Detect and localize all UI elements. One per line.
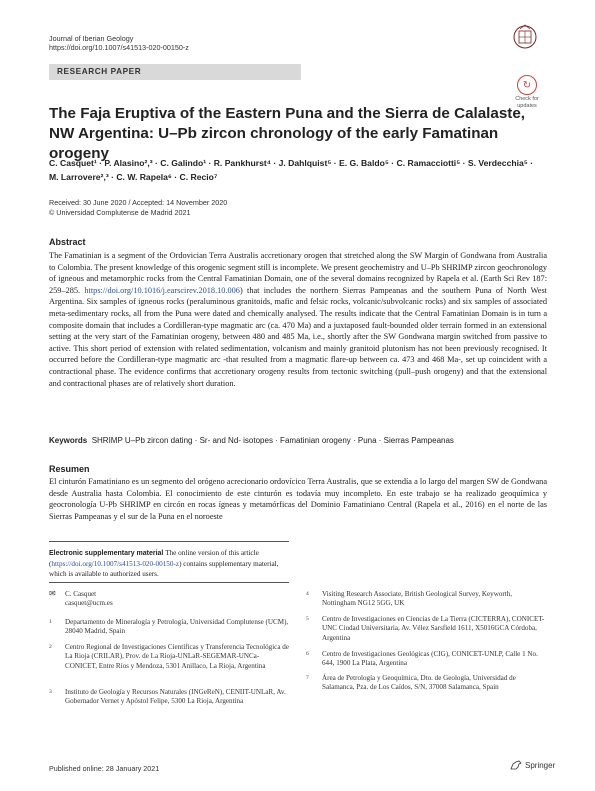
correspondence-email[interactable]: casquet@ucm.es bbox=[65, 599, 113, 608]
affiliation-number: 1 bbox=[49, 619, 52, 625]
abstract-text-1: The Famatinian is a segment of the Ordovician Terra Australis accretionary orogen that stretched along the SW Margin of Gondwana from Australia to Colombia. The present knowledge of this orogenic segment still is incomplete. We present geochemistry and U–Pb SHRIMP zircon geochronology of igneous and metamorphic rocks from the Central Famatinian Domain, one of the several domains recognized by Rapela et al. (Earth Sci Rev 187: 259–285. bbox=[49, 251, 547, 295]
update-check-icon: ↻ bbox=[517, 75, 537, 95]
affiliation-text: Visiting Research Associate, British Geological Survey, Keyworth, Nottingham NG12 5GG, UK bbox=[322, 590, 513, 608]
springer-horse-icon bbox=[510, 760, 522, 770]
affiliation-number: 5 bbox=[306, 616, 309, 622]
affiliation-number: 6 bbox=[306, 651, 309, 657]
affiliation-number: 2 bbox=[49, 644, 52, 650]
esm-bottom-divider bbox=[49, 582, 289, 583]
keywords-label: Keywords bbox=[49, 436, 88, 445]
author-line-1[interactable] bbox=[49, 156, 549, 170]
article-title: The Faja Eruptiva of the Eastern Puna and the Sierra de Calalaste, NW Argentina: U–Pb zircon chronology of the early Famatinan orogeny bbox=[49, 105, 526, 162]
esm-note bbox=[49, 548, 289, 579]
esm-text-2: ) contains supplementary material, which is available to authorized users. bbox=[49, 560, 279, 578]
affiliation-number: 3 bbox=[49, 689, 52, 695]
publisher-name: Springer bbox=[525, 760, 556, 770]
journal-doi[interactable]: https://doi.org/10.1007/s41513-020-00150-z bbox=[49, 43, 189, 52]
affiliation-2 bbox=[49, 643, 289, 683]
affiliation-4 bbox=[306, 590, 546, 610]
affiliation-number: 4 bbox=[306, 591, 309, 597]
section-label: RESEARCH PAPER bbox=[57, 67, 142, 76]
affiliation-1 bbox=[49, 618, 289, 638]
affiliation-text: Área de Petrología y Geoquímica, Dto. de Geología, Universidad de Salamanca, Pza. de Los Caídos, S/N, 37008 Salamanca, Spain bbox=[322, 674, 516, 692]
affiliation-3 bbox=[49, 688, 289, 718]
mail-icon: ✉ bbox=[49, 589, 56, 598]
author-list bbox=[49, 156, 549, 184]
updates-label: updates bbox=[517, 103, 537, 109]
journal-name: Journal of Iberian Geology bbox=[49, 34, 134, 43]
abstract-text-2: ) that includes the northern Sierras Pampeanas and the southern Puna of North West Argentina. Six samples of igneous rocks (peraluminous granitoids, mafic and felsic rocks, volcanic/subvolcanic rocks) and six samples of associated meta-sedimentary rocks, all from the Puna were dated and chemically analysed. The results indicate that the Central Famatinian Domain is in turn a composite domain that includes a Cordilleran-type magmatic arc (ca. 470 Ma) and a juxtaposed fault-bounded older terrain formed in an extensional setting at the very start of the Famatinian orogeny, between 480 and 485 Ma, i.e., shortly after the SW Gondwana margin switched from passive to active. This short period of extension with related sedimentation, volcanism and mainly granitoid plutonism has not been previously recognised. It occurred before the Cordilleran-type magmatic arc -that resulted from a magmatic flare-up between ca. 473 and 468 Ma-, set up coincident with a contractional phase. The evidence confirms that accretionary orogeny results from tectonic switching (pull–push orogeny) and that the extensional and contractional phases are of relatively short duration. bbox=[49, 285, 547, 388]
affiliation-5 bbox=[306, 615, 546, 645]
keywords-line bbox=[49, 435, 547, 446]
keywords-text: SHRIMP U–Pb zircon dating · Sr- and Nd- isotopes · Famatinian orogeny · Puna · Sierras Pampeanas bbox=[91, 436, 454, 445]
author-line-1-text: C. Casquet¹ · P. Alasino²,³ · C. Galindo¹ · R. Pankhurst⁴ · J. Dahlquist⁵ · E. G. Baldo⁵ · C. Ramacciotti⁵ · S. Verdecchia⁵ · bbox=[49, 158, 534, 168]
esm-text-1: The online version of this article ( bbox=[49, 549, 259, 568]
abstract-doi-link[interactable]: https://doi.org/10.1016/j.earscirev.2018.10.006 bbox=[84, 285, 240, 295]
affiliation-text: Centro de Investigaciones Geológicas (CIG), CONICET-UNLP, Calle 1 No. 644, 1900 La Plata, Argentina bbox=[322, 650, 538, 668]
affiliation-6 bbox=[306, 650, 546, 670]
affiliation-7 bbox=[306, 674, 546, 704]
check-for-updates-badge[interactable] bbox=[510, 75, 544, 109]
affiliation-text: Departamento de Mineralogía y Petrología, Universidad Complutense (UCM), 28040 Madrid, Spain bbox=[65, 618, 289, 636]
esm-link[interactable]: https://doi.org/10.1007/s41513-020-00150-z bbox=[51, 560, 180, 568]
publisher-crest-icon bbox=[508, 22, 542, 52]
correspondence-name: C. Casquet bbox=[65, 590, 97, 598]
affiliation-text: Centro de Investigaciones en Ciencias de La Tierra (CICTERRA), CONICET-UNC Ciudad Universitaria, Av. Vélez Sarsfield 1611, X5016GCA Córdoba, Argentina bbox=[322, 615, 545, 642]
affiliation-text: Instituto de Geología y Recursos Naturales (INGeReN), CENIIT-UNLaR, Av. Gobernador Vernet y Apóstol Felipe, 5300 La Rioja, Argentina bbox=[65, 688, 286, 706]
published-online: Published online: 28 January 2021 bbox=[49, 764, 160, 773]
author-line-2[interactable]: M. Larrovere²,³ · C. W. Rapela⁶ · C. Recio⁷ bbox=[49, 172, 218, 182]
section-bar bbox=[49, 64, 301, 80]
resumen-heading: Resumen bbox=[49, 464, 90, 474]
publisher-logo bbox=[510, 760, 555, 770]
esm-label: Electronic supplementary material bbox=[49, 550, 164, 557]
affiliation-number: 7 bbox=[306, 675, 309, 681]
journal-header bbox=[49, 34, 189, 52]
esm-top-divider bbox=[49, 541, 289, 542]
correspondence-block bbox=[49, 590, 289, 610]
abstract-body bbox=[49, 250, 547, 389]
abstract-heading: Abstract bbox=[49, 237, 86, 247]
affiliation-text: Centro Regional de Investigaciones Científicas y Transferencia Tecnológica de La Rioja (CRILAR), Prov. de La Rioja-UNLaR-SEGEMAR-UNCa-CONICET, Entre Ríos y Mendoza, 5301 Anillaco, La Rioja, Argentina bbox=[65, 643, 289, 670]
resumen-body: El cinturón Famatiniano es un segmento del orógeno acrecionario ordovícico Terra Australis, que se extendía a lo largo del margen SW de Gondwana desde Australia hasta Colombia. El conocimiento de este cinturón es todavía muy incompleto. En este trabajo se ha realizado geoquímica y geocronología U-Pb SHRIMP en circón en rocas ígneas y metamórficas del Dominio Famatiniano Central (Rapela et al., 2016) en el norte de las Sierras Pampeanas y el sur de la Puna en el noroeste bbox=[49, 477, 547, 521]
article-dates bbox=[49, 198, 227, 218]
check-for-label: Check for bbox=[515, 96, 539, 102]
copyright: © Universidad Complutense de Madrid 2021 bbox=[49, 208, 191, 217]
received-accepted: Received: 30 June 2020 / Accepted: 14 November 2020 bbox=[49, 198, 228, 207]
